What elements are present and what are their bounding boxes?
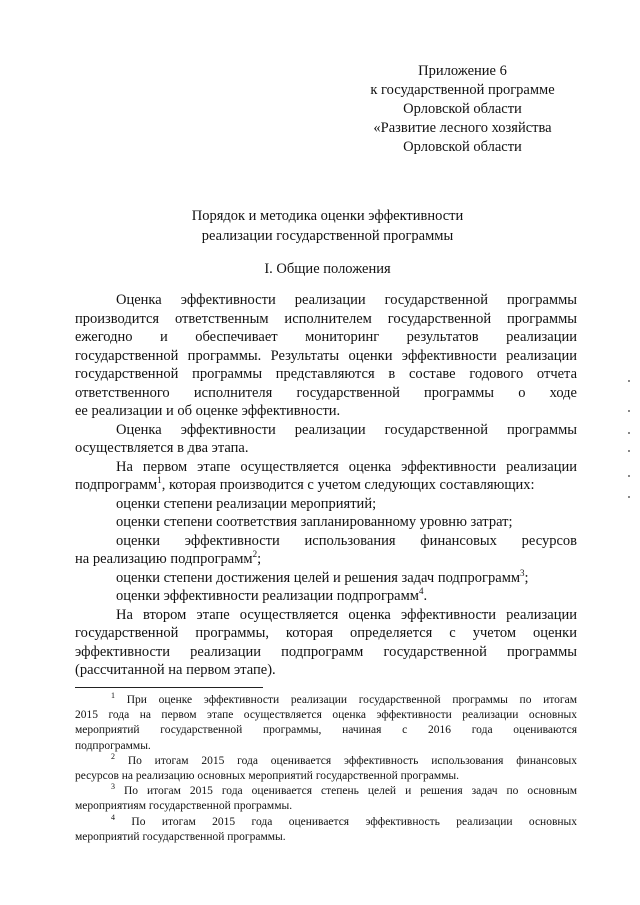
- list-item: [75, 569, 577, 588]
- footnote-number: 4: [111, 812, 115, 822]
- footnote-ref: 1: [157, 475, 162, 485]
- paragraph-line: эффективности реализации подпрограмм государственной программы: [75, 643, 577, 660]
- footnote-line: [75, 812, 578, 830]
- footnote-number: 2: [111, 751, 115, 761]
- paragraph-line: ответственного исполнителя государственной программы о ходе: [75, 384, 577, 401]
- list-item: оценки степени реализации мероприятий;: [116, 495, 377, 512]
- footnote-line: подпрограммы.: [75, 739, 151, 752]
- text-run: По итогам 2015 года оценивается эффективность использования финансовых: [127, 754, 577, 767]
- text-run: ;: [524, 569, 529, 586]
- list-item: оценки степени соответствия запланированному уровню затрат;: [116, 514, 513, 530]
- text-run: По итогам 2015 года оценивается эффективность реализации основных: [131, 815, 578, 828]
- footnote-line: ресурсов на реализацию основных мероприятий государственной программы.: [75, 770, 460, 783]
- text-run: на реализацию подпрограмм: [75, 551, 253, 567]
- paragraph-line: Оценка эффективности реализации государственной программы: [116, 421, 577, 438]
- text-run: , которая производится с учетом следующих составляющих:: [161, 477, 535, 493]
- footnote-line: мероприятий государственной программы, начиная с 2016 года оцениваются: [75, 724, 577, 737]
- appendix-line: к государственной программе: [370, 82, 555, 98]
- paragraph-line: [75, 476, 577, 495]
- scan-margin-marks: [628, 380, 631, 500]
- footnote-line: мероприятиям государственной программы.: [75, 800, 293, 813]
- paragraph-line: На первом этапе осуществляется оценка эффективности реализации: [116, 458, 577, 475]
- paragraph-line: государственной программы, которая определяется с учетом оценки: [75, 625, 577, 641]
- appendix-number: Приложение 6: [418, 63, 507, 79]
- text-run: По итогам 2015 года оценивается степень целей и решения задач по основным: [123, 785, 578, 798]
- paragraph-line: осуществляется в два этапа.: [75, 440, 249, 456]
- text-run: подпрограмм: [75, 477, 158, 493]
- footnotes: [75, 693, 577, 845]
- list-item: оценки эффективности использования финансовых ресурсов: [116, 532, 577, 549]
- appendix-line: «Развитие лесного хозяйства: [373, 120, 552, 136]
- footnote-line: [75, 784, 577, 799]
- footnote-separator: [75, 687, 263, 688]
- list-item: [75, 587, 577, 606]
- footnote-line: мероприятий государственной программы.: [75, 830, 286, 843]
- section-title: I. Общие положения: [264, 261, 391, 277]
- document-title-line: Порядок и методика оценки эффективности: [191, 208, 464, 224]
- paragraph-line: ежегодно и обеспечивает мониторинг результатов реализации: [75, 329, 577, 345]
- appendix-line: Орловской области: [403, 139, 522, 155]
- footnote-ref: 3: [520, 567, 525, 578]
- text-run: При оценке эффективности реализации государственной программы по итогам: [126, 694, 578, 706]
- paragraph-line: Оценка эффективности реализации государственной программы: [116, 292, 577, 308]
- text-run: .: [423, 588, 428, 604]
- paragraph-line: государственной программы представляются в составе годового отчета: [75, 366, 577, 382]
- footnote-ref: 4: [418, 586, 424, 596]
- text-run: оценки эффективности реализации подпрограмм: [116, 588, 419, 604]
- paragraph-line: производится ответственным исполнителем государственной программы: [75, 310, 577, 327]
- text-run: оценки степени достижения целей и решения задач подпрограмм: [116, 569, 521, 586]
- appendix-header: [355, 62, 570, 157]
- document-title: [100, 207, 555, 246]
- footnote-line: [75, 751, 577, 769]
- paragraph-line: (рассчитанной на первом этапе).: [75, 662, 276, 678]
- footnote-line: [75, 693, 577, 708]
- document-title-line: реализации государственной программы: [201, 227, 454, 244]
- footnote-number: 3: [111, 782, 115, 792]
- footnote-line: 2015 года на первом этапе осуществляется оценка эффективности реализации основных: [75, 709, 577, 722]
- list-item-continuation: [75, 550, 577, 569]
- text-run: ;: [257, 551, 262, 567]
- paragraph-line: ее реализации и об оценке эффективности.: [75, 403, 341, 419]
- footnote-ref: 2: [252, 549, 258, 559]
- body-text: [75, 291, 577, 680]
- footnote-number: 1: [111, 691, 115, 700]
- paragraph-line: На втором этапе осуществляется оценка эффективности реализации: [116, 606, 577, 623]
- paragraph-line: государственной программы. Результаты оценки эффективности реализации: [75, 347, 577, 364]
- appendix-line: Орловской области: [403, 101, 522, 117]
